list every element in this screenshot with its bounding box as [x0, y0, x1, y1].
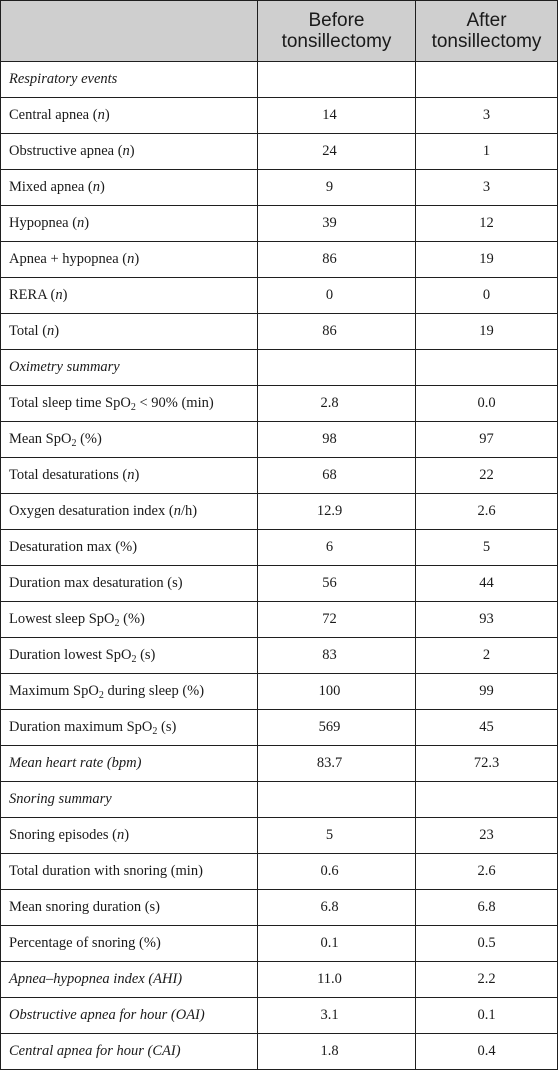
after-value: 93	[416, 602, 558, 638]
before-value: 569	[258, 710, 416, 746]
table-row	[1, 926, 558, 962]
before-value: 0.6	[258, 854, 416, 890]
table-row	[1, 890, 558, 926]
header-row	[1, 1, 558, 62]
after-value: 0.1	[416, 998, 558, 1034]
table-row	[1, 602, 558, 638]
table-row	[1, 746, 558, 782]
row-label: Total (n)	[1, 314, 258, 350]
section-label: Snoring summary	[1, 782, 258, 818]
row-label: Mixed apnea (n)	[1, 170, 258, 206]
after-value: 2	[416, 638, 558, 674]
table-row	[1, 242, 558, 278]
row-label: Mean SpO$_2$ (%)	[1, 422, 258, 458]
before-value: 98	[258, 422, 416, 458]
table-row	[1, 530, 558, 566]
before-value: 2.8	[258, 386, 416, 422]
before-value: 3.1	[258, 998, 416, 1034]
table-row	[1, 422, 558, 458]
after-value: 0.4	[416, 1034, 558, 1070]
row-label: Total desaturations (n)	[1, 458, 258, 494]
after-value: 6.8	[416, 890, 558, 926]
before-value: 83.7	[258, 746, 416, 782]
before-value: 1.8	[258, 1034, 416, 1070]
after-value: 19	[416, 314, 558, 350]
row-label: Obstructive apnea (n)	[1, 134, 258, 170]
table-row	[1, 854, 558, 890]
after-value: 72.3	[416, 746, 558, 782]
table-header	[1, 1, 558, 62]
table-row	[1, 170, 558, 206]
before-value: 86	[258, 314, 416, 350]
table-row	[1, 566, 558, 602]
section-row	[1, 62, 558, 98]
before-value: 14	[258, 98, 416, 134]
row-label: Lowest sleep SpO$_2$ (%)	[1, 602, 258, 638]
section-label: Oximetry summary	[1, 350, 258, 386]
after-value: 0	[416, 278, 558, 314]
before-value: 68	[258, 458, 416, 494]
before-value: 83	[258, 638, 416, 674]
before-value: 9	[258, 170, 416, 206]
section-row	[1, 350, 558, 386]
table-row	[1, 98, 558, 134]
row-label: Apnea–hypopnea index (AHI)	[1, 962, 258, 998]
before-value: 5	[258, 818, 416, 854]
after-value: 97	[416, 422, 558, 458]
after-value: 1	[416, 134, 558, 170]
row-label: Mean snoring duration (s)	[1, 890, 258, 926]
before-value	[258, 350, 416, 386]
table-row	[1, 998, 558, 1034]
table-row	[1, 386, 558, 422]
header-before: Before tonsillectomy	[258, 1, 416, 62]
table-body	[1, 62, 558, 1070]
row-label: Snoring episodes (n)	[1, 818, 258, 854]
table-row	[1, 710, 558, 746]
row-label: Desaturation max (%)	[1, 530, 258, 566]
table-row	[1, 674, 558, 710]
before-value: 100	[258, 674, 416, 710]
row-label: Percentage of snoring (%)	[1, 926, 258, 962]
after-value: 5	[416, 530, 558, 566]
row-label: Mean heart rate (bpm)	[1, 746, 258, 782]
table-row	[1, 314, 558, 350]
after-value: 22	[416, 458, 558, 494]
section-row	[1, 782, 558, 818]
before-value: 24	[258, 134, 416, 170]
after-value: 0.5	[416, 926, 558, 962]
before-value: 12.9	[258, 494, 416, 530]
table-row	[1, 962, 558, 998]
before-value: 0.1	[258, 926, 416, 962]
after-value: 45	[416, 710, 558, 746]
header-blank-cell	[1, 1, 258, 62]
after-value: 2.6	[416, 854, 558, 890]
row-label: Oxygen desaturation index (n/h)	[1, 494, 258, 530]
row-label: Central apnea for hour (CAI)	[1, 1034, 258, 1070]
table-row	[1, 206, 558, 242]
after-value: 3	[416, 170, 558, 206]
before-value: 6.8	[258, 890, 416, 926]
after-value: 0.0	[416, 386, 558, 422]
before-value	[258, 782, 416, 818]
table-row	[1, 1034, 558, 1070]
after-value	[416, 350, 558, 386]
row-label: Maximum SpO$_2$ during sleep (%)	[1, 674, 258, 710]
header-after: After tonsillectomy	[416, 1, 558, 62]
before-value: 56	[258, 566, 416, 602]
after-value: 99	[416, 674, 558, 710]
section-label: Respiratory events	[1, 62, 258, 98]
after-value: 23	[416, 818, 558, 854]
row-label: Duration lowest SpO$_2$ (s)	[1, 638, 258, 674]
before-value: 39	[258, 206, 416, 242]
after-value: 2.2	[416, 962, 558, 998]
table-row	[1, 494, 558, 530]
before-value: 0	[258, 278, 416, 314]
before-value	[258, 62, 416, 98]
row-label: Hypopnea (n)	[1, 206, 258, 242]
after-value: 3	[416, 98, 558, 134]
row-label: RERA (n)	[1, 278, 258, 314]
after-value: 19	[416, 242, 558, 278]
table-row	[1, 278, 558, 314]
before-value: 86	[258, 242, 416, 278]
after-value	[416, 782, 558, 818]
table-row	[1, 134, 558, 170]
table-row	[1, 638, 558, 674]
row-label: Total duration with snoring (min)	[1, 854, 258, 890]
row-label: Apnea + hypopnea (n)	[1, 242, 258, 278]
row-label: Duration max desaturation (s)	[1, 566, 258, 602]
table-row	[1, 818, 558, 854]
after-value: 44	[416, 566, 558, 602]
after-value: 12	[416, 206, 558, 242]
after-value: 2.6	[416, 494, 558, 530]
after-value	[416, 62, 558, 98]
before-value: 72	[258, 602, 416, 638]
before-value: 11.0	[258, 962, 416, 998]
row-label: Central apnea (n)	[1, 98, 258, 134]
row-label: Duration maximum SpO$_2$ (s)	[1, 710, 258, 746]
row-label: Total sleep time SpO$_2$ < 90% (min)	[1, 386, 258, 422]
row-label: Obstructive apnea for hour (OAI)	[1, 998, 258, 1034]
before-value: 6	[258, 530, 416, 566]
table-row	[1, 458, 558, 494]
